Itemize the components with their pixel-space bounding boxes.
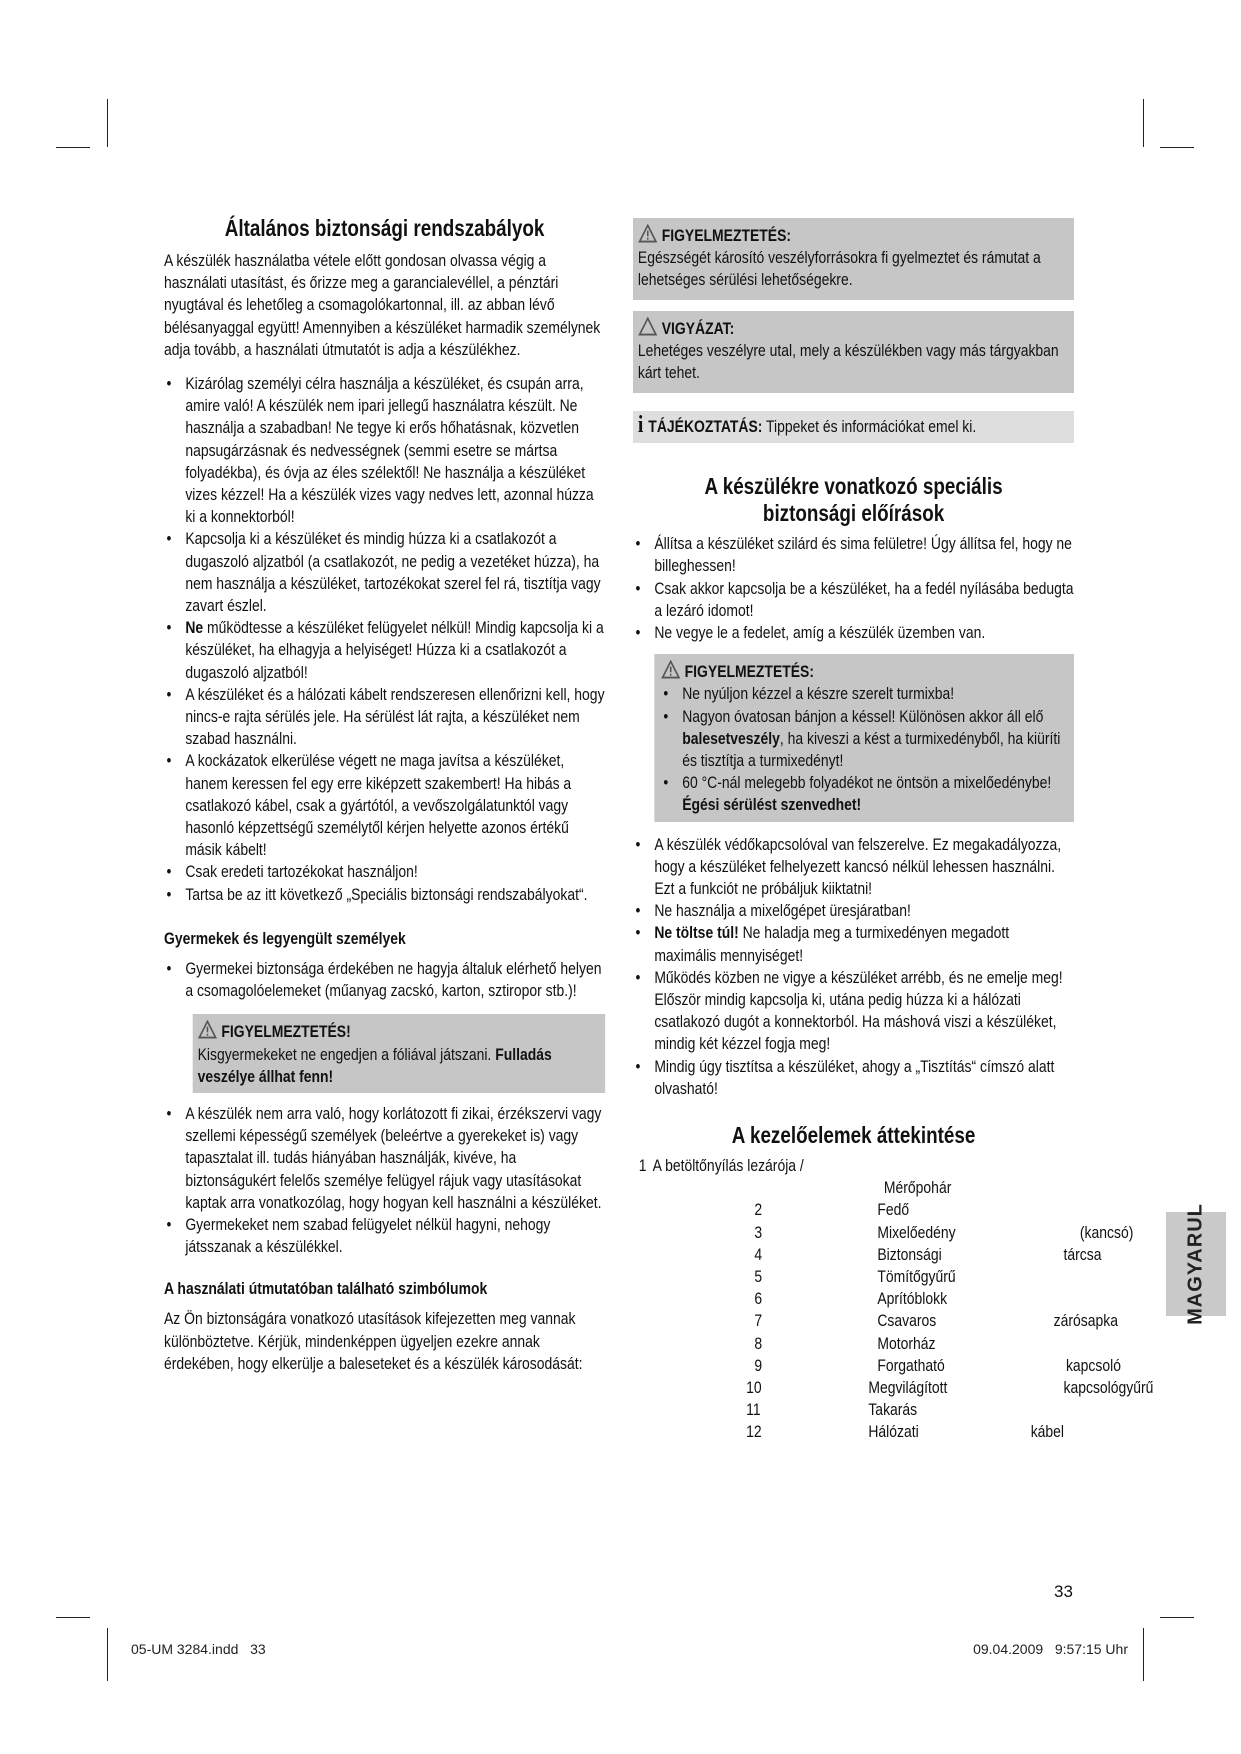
list-item-text: Gyermekei biztonsága érdekében ne hagyja általuk elérhető helyen a csomagolóelemeket (műanyag zacskó, karton, sztiropor stb.)! [185, 958, 602, 1001]
list-item: • Csak akkor kapcsolja be a készüléket, ha a fedél nyílásába bedugta a lezáró idomot! [635, 578, 1074, 620]
crop-mark [107, 1628, 108, 1681]
list-item-text: Csak eredeti tartozékokat használjon! [185, 862, 418, 882]
control-item [633, 1155, 1074, 1177]
control-name: Megvilágított [868, 1377, 948, 1397]
info-title: TÁJÉKOZTATÁS: [648, 417, 763, 436]
control-item [633, 1310, 1118, 1332]
list-item-text: Ne nyúljon kézzel a készre szerelt turmixba! [682, 684, 955, 704]
control-item [633, 1288, 1074, 1310]
control-name: Mixelőedény [877, 1222, 956, 1242]
control-number: 1 [638, 1156, 647, 1176]
list-item: • Állítsa a készüléket szilárd és sima felületre! Úgy állítsa fel, hogy ne billeghessen! [635, 534, 1072, 576]
more-safety-list [633, 834, 1074, 1100]
list-item-text: 60 °C-nál melegebb folyadékot ne öntsön a mixelőedénybe! [682, 773, 1052, 793]
children-list-2 [164, 1103, 605, 1258]
control-item-continuation [633, 1177, 1074, 1199]
control-number: 10 [746, 1377, 762, 1397]
control-name: Aprítóblokk [877, 1289, 948, 1309]
children-heading: Gyermekek és legyengült személyek [164, 928, 406, 948]
crop-mark [107, 99, 108, 147]
control-name-suffix: (kancsó) [1079, 1222, 1134, 1242]
caution-title-text: VIGYÁZAT: [661, 319, 735, 338]
page-number: 33 [1054, 1582, 1073, 1601]
footer-file-info: 05-UM 3284.indd 33 [131, 1641, 266, 1657]
special-safety-list [633, 533, 1074, 644]
list-item-text: A kockázatok elkerülése végett ne maga javítsa a készüléket, hanem keressen fel egy erre kiképzett szakembert! Ha hibás a csatlakozó kábel, csak a gyártótól, a vevőszolgálatunktól vagy hasonló képzettségű személytől kérjen helyette azonos értékű másik kábelt! [185, 751, 572, 860]
control-name-suffix: kábel [1030, 1422, 1065, 1442]
list-item-text: Ne haladja meg a turmixedényen megadott maximális mennyiséget! [654, 923, 1010, 965]
crop-mark [56, 1617, 90, 1618]
list-item-text: Ne használja a mixelőgépet üresjáratban! [654, 901, 911, 921]
list-item-text: működtesse a készüléket felügyelet nélkül! Mindig kapcsolja ki a készüléket, ha elhagyja a helyiséget! Húzza ki a csatlakozót a dugaszoló aljzatból! [185, 618, 604, 682]
control-item [633, 1333, 1074, 1355]
warning-title-text: FIGYELMEZTETÉS: [684, 662, 815, 682]
side-tab-label: MAGYARUL [1184, 1203, 1207, 1325]
control-number: 12 [746, 1422, 762, 1442]
warning-title [638, 224, 1069, 247]
children-list [164, 958, 605, 1002]
info-icon: i [637, 412, 644, 438]
list-item-text: Mindig úgy tisztítsa a készüléket, ahogy a „Tisztítás“ címszó alatt olvasható! [654, 1056, 1055, 1098]
general-safety-heading: Általános biztonsági rendszabályok [224, 215, 545, 241]
list-item-text: Állítsa a készüléket szilárd és sima felületre! Úgy állítsa fel, hogy ne billeghessen! [654, 534, 1072, 576]
list-item: • Csak eredeti tartozékokat használjon! [166, 862, 418, 882]
symbols-heading: A használati útmutatóban található szimbólumok [164, 1279, 488, 1299]
warning-title [198, 1020, 601, 1043]
control-number: 6 [754, 1289, 763, 1309]
info-text: Tippeket és információkat emel ki. [762, 417, 977, 436]
control-number: 7 [754, 1311, 763, 1331]
control-number: 5 [754, 1267, 763, 1287]
control-item [633, 1244, 1102, 1266]
right-column [633, 218, 1154, 1444]
children-warning-box [193, 1014, 605, 1093]
list-item-text: A készülék védőkapcsolóval van felszerelve. Ez megakadályozza, hogy a készüléket felhelyezett kancsó nélkül lehessen használni. Ezt a funkciót ne próbáljuk kiiktatni! [654, 834, 1062, 899]
caution-legend-box [633, 311, 1074, 393]
control-name: Forgatható [877, 1355, 945, 1375]
list-item: • Kapcsolja ki a készüléket és mindig húzza ki a csatlakozót a dugaszoló aljzatból (a csatlakozót, ne pedig a vezetéket húzza), ha nem használja a készüléket, tartozékokat szerel fel rá, tisztítja vagy zavart észlel. [166, 529, 601, 616]
language-side-tab [1166, 1203, 1226, 1325]
symbols-paragraph: Az Ön biztonságára vonatkozó utasítások kifejezetten meg vannak különböztetve. Kérjük, mindenképpen ügyeljen ezekre annak érdekében, hogy elkerülje a baleseteket és a készülék károsodását: [164, 1309, 583, 1373]
heading-line: A készülékre vonatkozó speciális [704, 473, 1003, 500]
control-number: 8 [754, 1333, 763, 1353]
list-item: • Kizárólag személyi célra használja a készüléket, és csupán arra, amire való! A készülék nem ipari jellegű használatra készült. Ne használja a szabadban! Ne tegye ki erős hőhatásnak, közvetlen napsugárzásnak és nedvességnek (semmi esetre se mártsa folyadékba), és óvja az éles szélektől! Ne használja a készüléket vizes kézzel! Ha a készülék vizes vagy nedves lett, azonnal húzza ki a konnektorból! [166, 374, 594, 527]
control-number: 3 [754, 1222, 763, 1242]
control-item [633, 1377, 1154, 1399]
list-item: • Ne használja a mixelőgépet üresjáratban! [635, 901, 911, 921]
special-safety-heading [633, 473, 1074, 527]
control-name-continuation: Mérőpohár [883, 1178, 952, 1198]
warning-title [661, 660, 1069, 683]
list-item: • Ne vegye le a fedelet, amíg a készülék üzemben van. [635, 623, 986, 643]
warning-bold-text: Fulladás veszélye állhat fenn! [197, 1044, 552, 1086]
list-item: • Gyermekeket nem szabad felügyelet nélkül hagyni, nehogy játsszanak a készülékkel. [166, 1214, 551, 1257]
control-number: 2 [754, 1200, 763, 1220]
control-name-suffix: tárcsa [1063, 1244, 1102, 1264]
list-item: • Működés közben ne vigye a készüléket arrébb, és ne emelje meg! Először mindig kapcsolja ki, utána pedig húzza ki a hálózati csatlakozó dugót a konnektorból. Ha máshová viszi a készüléket, mindig két kézzel fogja meg! [635, 967, 1063, 1054]
general-safety-list [164, 373, 605, 906]
list-item: • Nagyon óvatosan bánjon a késsel! Különösen akkor áll elő balesetveszély, ha kiveszi a kést a turmixedényből, ha kiüríti és tisztítja a turmixedényt! [663, 706, 1061, 771]
list-item: • Gyermekei biztonsága érdekében ne hagyja általuk elérhető helyen a csomagolóelemeket (műanyag zacskó, karton, sztiropor stb.)! [166, 958, 602, 1001]
control-name: Csavaros [877, 1311, 937, 1331]
list-item: • Ne működtesse a készüléket felügyelet nélkül! Mindig kapcsolja ki a készüléket, ha elhagyja a helyiséget! Húzza ki a csatlakozót a dugaszoló aljzatból! [166, 618, 604, 682]
control-item [633, 1266, 1074, 1288]
list-item-text: Kapcsolja ki a készüléket és mindig húzza ki a csatlakozót a dugaszoló aljzatból (a csatlakozót, ne pedig a vezetéket húzza), ha nem használja a készüléket, tartozékokat szerel fel rá, tisztítja vagy zavart észlel. [185, 529, 601, 616]
control-item [633, 1421, 1074, 1443]
list-item: • Ne nyúljon kézzel a készre szerelt turmixba! [663, 684, 955, 704]
list-item: • Mindig úgy tisztítsa a készüléket, ahogy a „Tisztítás“ címszó alatt olvasható! [635, 1056, 1055, 1098]
list-item: • Tartsa be az itt következő „Speciális biztonsági rendszabályokat“. [166, 884, 588, 904]
heading-line: biztonsági előírások [762, 500, 945, 527]
list-item-text: Tartsa be az itt következő „Speciális biztonsági rendszabályokat“. [185, 884, 588, 904]
special-warning-box [654, 654, 1074, 821]
list-item-text: Ne vegye le a fedelet, amíg a készülék üzemben van. [654, 623, 986, 643]
list-item-text: Működés közben ne vigye a készüléket arrébb, és ne emelje meg! Először mindig kapcsolja ki, utána pedig húzza ki a hálózati csatlakozó dugót a konnektorból. Ha máshová viszi a készüléket, mindig két kézzel fogja meg! [654, 967, 1063, 1054]
warning-title-text: FIGYELMEZTETÉS! [221, 1022, 351, 1042]
list-item-text: Kizárólag személyi célra használja a készüléket, és csupán arra, amire való! A készülék nem ipari jellegű használatra készült. Ne használja a szabadban! Ne tegye ki erős hőhatásnak, közvetlen napsugárzásnak és nedvességnek (semmi esetre se mártsa folyadékba), és óvja az éles szélektől! Ne használja a készüléket vizes kézzel! Ha a készülék vizes vagy nedves lett, azonnal húzza ki a konnektorból! [185, 374, 594, 527]
list-item-bold: Égési sérülést szenvedhet! [682, 795, 862, 815]
list-item: • 60 °C-nál melegebb folyadékot ne öntsön a mixelőedénybe! Égési sérülést szenvedhet! [663, 773, 1052, 815]
list-item-bold: balesetveszély [682, 728, 780, 748]
caution-title [638, 317, 1069, 340]
control-item [633, 1399, 1074, 1421]
control-name: A betöltőnyílás lezárója / [652, 1156, 804, 1176]
crop-mark [1160, 147, 1194, 148]
control-name: Takarás [868, 1400, 918, 1420]
warning-triangle-icon [198, 1020, 218, 1039]
control-number: 9 [754, 1355, 763, 1375]
list-item-bold: Ne töltse túl! [654, 923, 739, 943]
warning-title-text: FIGYELMEZTETÉS: [661, 226, 792, 245]
control-number: 4 [754, 1244, 763, 1264]
control-name: Fedő [877, 1200, 910, 1220]
list-item-text: Gyermekeket nem szabad felügyelet nélkül hagyni, nehogy játsszanak a készülékkel. [185, 1214, 551, 1257]
warning-triangle-icon [661, 660, 681, 679]
list-item: • A készülék nem arra való, hogy korlátozott fi zikai, érzékszervi vagy szellemi képességű személyek (beleértve a gyerekeket is) vagy tapasztalat ill. tudás hiányában használják, kivéve, ha biztonságukért felelős személye felügyel rájuk vagy utasításokat kaptak arra vonatkozólag, hogy hogyan kell használni a készüléket. [166, 1103, 602, 1212]
footer-timestamp: 09.04.2009 9:57:15 Uhr [973, 1641, 1128, 1657]
list-item: • A kockázatok elkerülése végett ne maga javítsa a készüléket, hanem keressen fel egy erre kiképzett szakembert! Ha hibás a csatlakozó kábel, csak a gyártótól, a vevőszolgálatunktól vagy hasonló képzettségű személytől kérjen helyette azonos értékű másik kábelt! [166, 751, 572, 860]
crop-mark [56, 147, 90, 148]
list-item-text: Csak akkor kapcsolja be a készüléket, ha a fedél nyílásába bedugta a lezáró idomot! [654, 578, 1074, 620]
warning-list [661, 683, 1069, 816]
controls-list [633, 1155, 1154, 1443]
caution-text: Lehetéges veszélyre utal, mely a készülékben vagy más tárgyakban kárt tehet. [637, 341, 1059, 383]
list-item: • A készüléket és a hálózati kábelt rendszeresen ellenőrizni kell, hogy nincs-e rajta sérülés jele. Ha sérülést lát rajta, a készüléket nem szabad használni. [166, 684, 605, 749]
control-number: 11 [746, 1400, 761, 1420]
control-name: Motorház [877, 1333, 936, 1353]
warning-text: Kisgyermekeket ne engedjen a fóliával játszani. [197, 1044, 496, 1064]
list-item: • A készülék védőkapcsolóval van felszerelve. Ez megakadályozza, hogy a készüléket felhelyezett kancsó nélkül lehessen használni. Ezt a funkciót ne próbáljuk kiiktatni! [635, 834, 1062, 899]
warning-text: Egészségét károsító veszélyforrásokra fi gyelmeztet és rámutat a lehetséges sérülési lehetőségekre. [637, 248, 1041, 290]
crop-mark [1160, 1617, 1194, 1618]
caution-triangle-icon [638, 317, 658, 336]
list-item-text: A készüléket és a hálózati kábelt rendszeresen ellenőrizni kell, hogy nincs-e rajta sérülés jele. Ha sérülést lát rajta, a készüléket nem szabad használni. [185, 684, 605, 749]
crop-mark [1143, 99, 1144, 147]
control-name: Tömítőgyűrű [877, 1267, 956, 1287]
control-name: Hálózati [868, 1422, 919, 1442]
control-item [633, 1355, 1121, 1377]
crop-mark [1143, 1628, 1144, 1681]
list-item-text: , ha kiveszi a kést a turmixedényből, ha kiüríti és tisztítja a turmixedényt! [682, 728, 1061, 771]
control-name-suffix: zárósapka [1053, 1311, 1118, 1331]
warning-legend-box [633, 218, 1074, 300]
control-name: Biztonsági [877, 1244, 942, 1264]
controls-heading: A kezelőelemek áttekintése [731, 1122, 976, 1149]
control-name-suffix: kapcsológyűrű [1063, 1377, 1154, 1397]
control-item [633, 1222, 1134, 1244]
intro-paragraph: A készülék használatba vétele előtt gondosan olvassa végig a használati utasítást, és őrizze meg a garancialevéllel, a pénztári nyugtával és lehetőleg a csomagolókartonnal, ill. az abban lévő bélésanyaggal együtt! Amennyiben a készüléket harmadik személynek adja tovább, a használati útmutatót is adja a készülékhez. [164, 251, 601, 359]
control-item [633, 1199, 1074, 1221]
control-name-suffix: kapcsoló [1065, 1355, 1121, 1375]
list-item-text: A készülék nem arra való, hogy korlátozott fi zikai, érzékszervi vagy szellemi képességű személyek (beleértve a gyerekeket is) vagy tapasztalat ill. tudás hiányában használják, kivéve, ha biztonságukért felelős személye felügyel rájuk vagy utasításokat kaptak arra vonatkozólag, hogy hogyan kell használni a készüléket. [185, 1103, 602, 1212]
info-legend-box [633, 411, 1074, 443]
list-item-bold: Ne [185, 618, 204, 638]
left-column [164, 215, 605, 1375]
warning-triangle-icon [638, 224, 658, 243]
list-item-text: Nagyon óvatosan bánjon a késsel! Különösen akkor áll elő [682, 706, 1044, 726]
list-item: • Ne töltse túl! Ne haladja meg a turmixedényen megadott maximális mennyiséget! [635, 923, 1010, 965]
